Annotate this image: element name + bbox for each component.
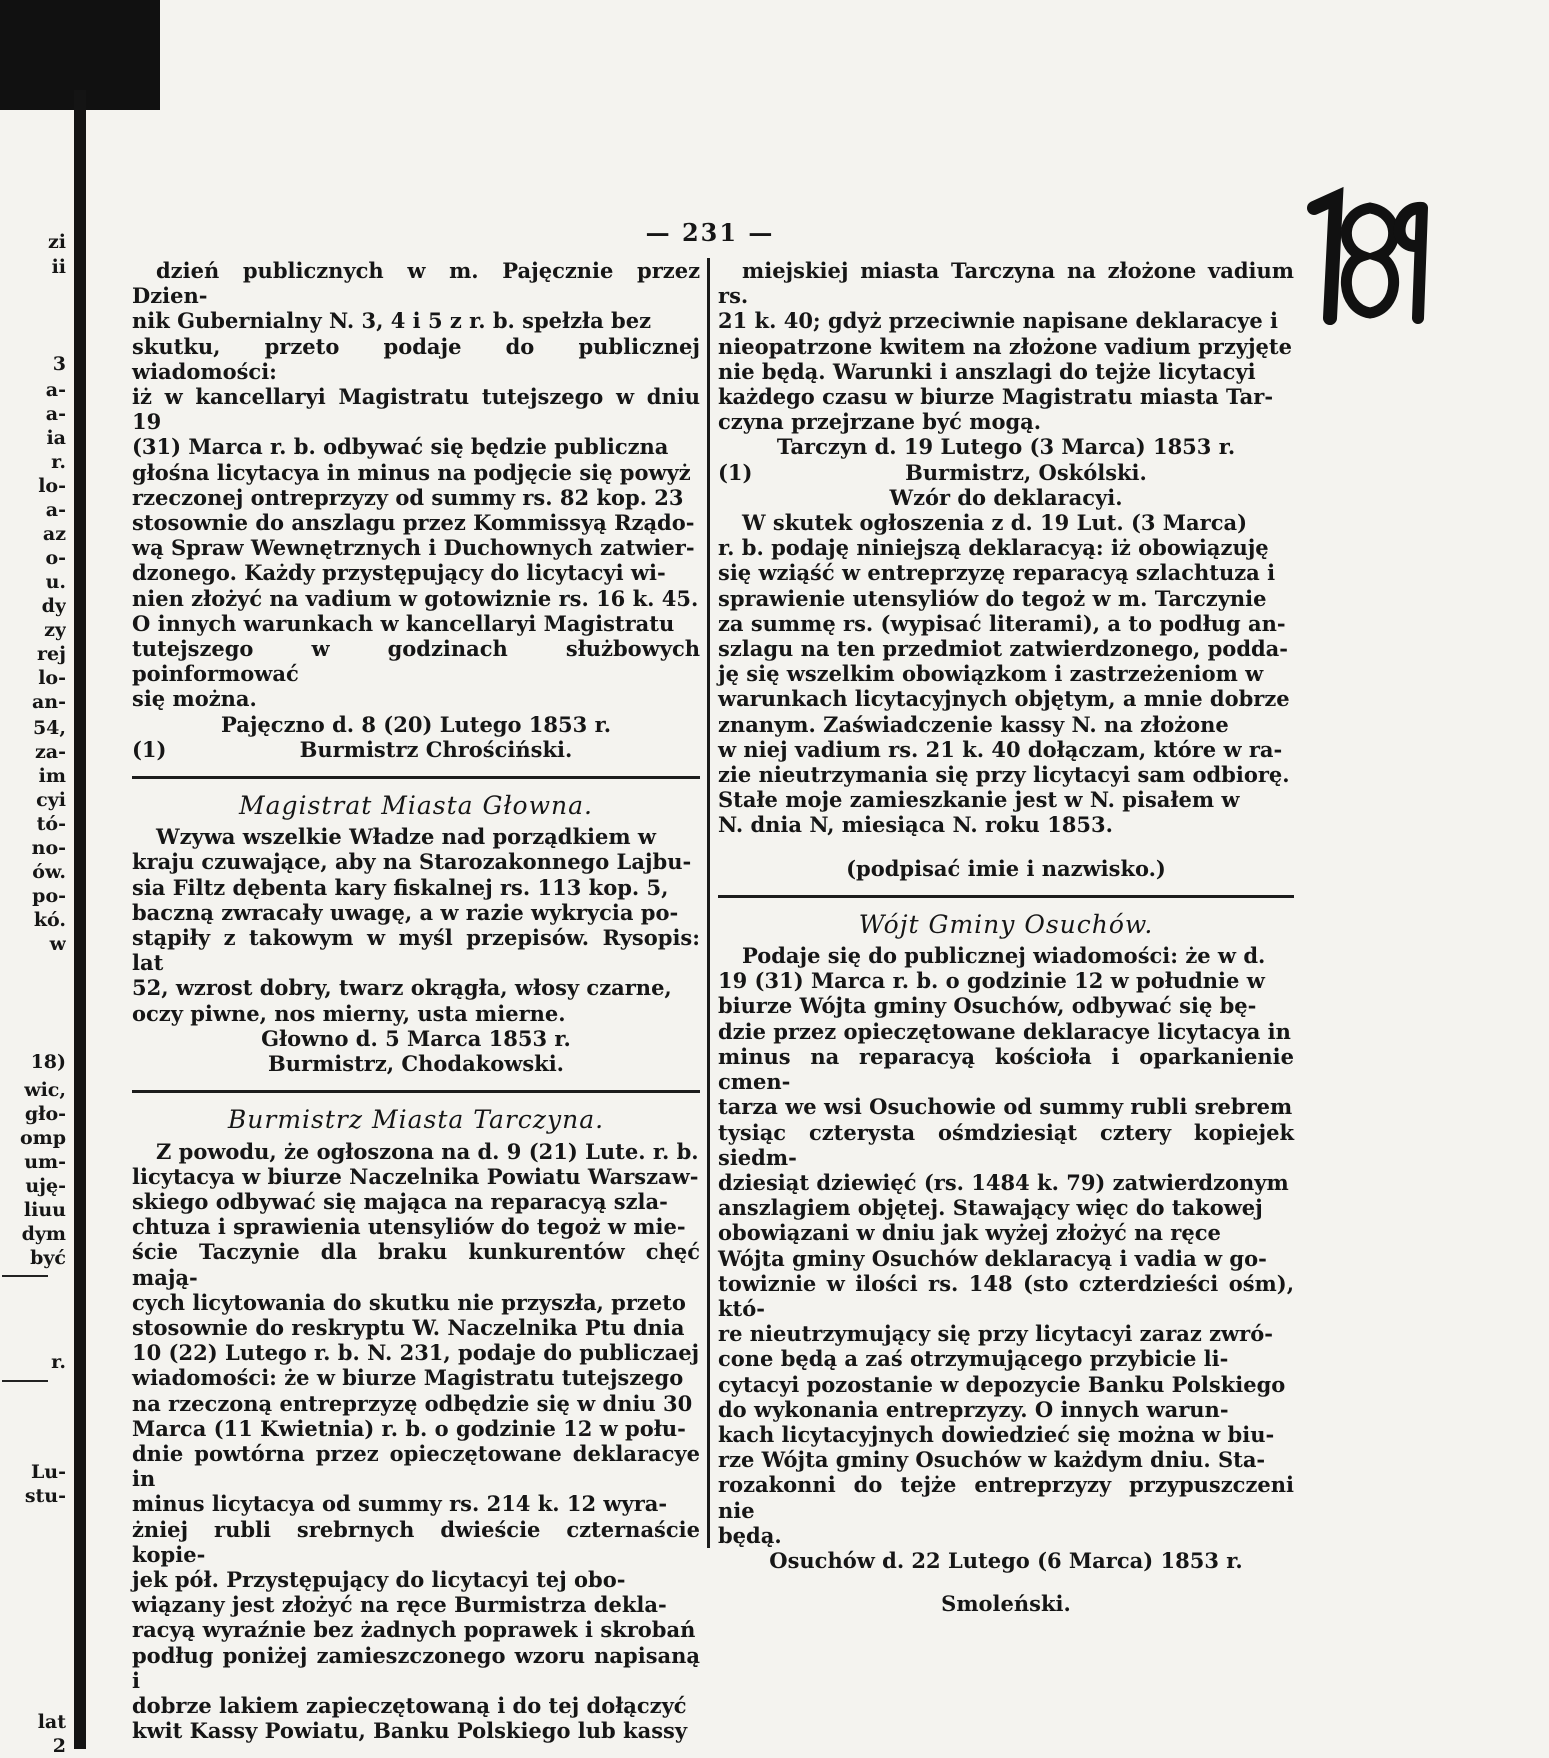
text-line: każdego czasu w biurze Magistratu miasta Tar- — [718, 384, 1274, 410]
text-line: rze Wójta gminy Osuchów w każdym dniu. Sta- — [718, 1447, 1266, 1473]
margin-fragment: dy — [41, 595, 66, 617]
text-line: ję się wszelkim obowiązkom i zastrzeżeniom w — [718, 661, 1264, 687]
text-line: stąpiły z takowym w myśl przepisów. Rysopis: lat — [132, 925, 700, 976]
text-line: dobrze lakiem zapieczętowaną i do tej dołączyć — [132, 1692, 687, 1718]
signature-line — [718, 460, 1294, 485]
text-line: stosownie do reskryptu W. Naczelnika Ptu dnia — [132, 1314, 685, 1340]
text-line: skutku, przeto podaje do publicznej wiadomości: — [132, 333, 700, 384]
text-line: minus licytacya od summy rs. 214 k. 12 wyra- — [132, 1491, 668, 1517]
text-line: 52, wzrost dobry, twarz okrągła, włosy czarne, — [132, 975, 672, 1001]
margin-fragment: ii — [51, 256, 66, 278]
notice-glowno — [132, 824, 700, 1026]
margin-fragment: r. — [51, 1351, 66, 1373]
signature: Burmistrz Chrościński. — [299, 736, 573, 762]
signature: Burmistrz, Oskólski. — [905, 459, 1147, 485]
section-rule — [718, 895, 1294, 898]
text-line: cych licytowania do skutku nie przyszła, przeto — [132, 1289, 686, 1315]
text-line: nien złożyć na vadium w gotowiznie rs. 16 k. 45. — [132, 585, 699, 611]
signature: Smoleński. — [941, 1591, 1071, 1617]
text-line: będą. — [718, 1522, 782, 1548]
text-line: licytacya w biurze Naczelnika Powiatu Warszaw- — [132, 1163, 699, 1189]
text-line: Wzywa wszelkie Władze nad porządkiem w — [156, 824, 656, 850]
margin-fragment: a- — [45, 499, 66, 521]
text-line: się można. — [132, 686, 257, 712]
text-line: szlagu na ten przedmiot zatwierdzonego, podda- — [718, 636, 1289, 662]
text-line: w niej vadium rs. 21 k. 40 dołączam, które w ra- — [718, 736, 1283, 762]
margin-fragment: stu- — [24, 1485, 66, 1507]
margin-fragment: a- — [45, 379, 66, 401]
form-title: Wzór do deklaracyi. — [889, 484, 1123, 510]
text-line: kraju czuwające, aby na Starozakonnego Lajbu- — [132, 849, 692, 875]
text-line: nie będą. Warunki i anszlagi do tejże licytacyi — [718, 358, 1256, 384]
text-line: zie nieutrzymania się przy licytacyi sam odbiorę. — [718, 762, 1290, 788]
text-line: Marca (11 Kwietnia) r. b. o godzinie 12 w połu- — [132, 1415, 686, 1441]
text-line: iż w kancellaryi Magistratu tutejszego w dniu 19 — [132, 384, 700, 435]
text-line: 19 (31) Marca r. b. o godzinie 12 w południe w — [718, 968, 1265, 994]
text-line: obowiązani w dniu jak wyżej złożyć na ręce — [718, 1220, 1221, 1246]
text-line: nieopatrzone kwitem na złożone vadium przyjęte — [718, 333, 1292, 359]
place-date: Osuchów d. 22 Lutego (6 Marca) 1853 r. — [769, 1547, 1243, 1573]
declaration-form — [718, 510, 1294, 838]
notice-tarczyn-continuation — [718, 258, 1294, 434]
text-line: Wójta gminy Osuchów deklaracyą i vadia w go- — [718, 1245, 1267, 1271]
text-line: O innych warunkach w kancellaryi Magistratu — [132, 610, 675, 636]
text-line: 10 (22) Lutego r. b. N. 231, podaje do publiczaej — [132, 1340, 700, 1366]
margin-fragment: u. — [45, 571, 66, 593]
margin-fragment: wic, — [24, 1079, 66, 1101]
margin-fragment: być — [30, 1247, 66, 1269]
form-closing: (podpisać imie i nazwisko.) — [846, 855, 1166, 881]
text-line: dnie powtórna przez opieczętowane deklaracye in — [132, 1440, 700, 1492]
text-line: kwit Kassy Powiatu, Banku Polskiego lub kassy — [132, 1718, 688, 1744]
text-line: dziesiąt dziewięć (rs. 1484 k. 79) zatwierdzonym — [718, 1169, 1289, 1195]
notice-pajeczno — [132, 258, 700, 712]
text-line: sprawienie utensyliów do tegoż w m. Tarczynie — [718, 585, 1267, 611]
margin-fragment: za- — [35, 741, 66, 763]
margin-fragment: zi — [47, 231, 66, 253]
text-line: dzie przez opieczętowane deklaracye licytacya in — [718, 1018, 1291, 1044]
text-line: do wykonania entreprzyzy. O innych warun- — [718, 1396, 1229, 1422]
margin-fragment: omp — [19, 1127, 66, 1149]
section-rule — [132, 776, 700, 779]
place-date: Pajęczno d. 8 (20) Lutego 1853 r. — [220, 711, 612, 737]
margin-fragment: o- — [45, 547, 66, 569]
text-line: rozakonni do tejże entreprzyzy przypuszczeni nie — [718, 1472, 1294, 1523]
margin-fragment: a- — [45, 403, 66, 425]
margin-rule — [2, 1380, 48, 1382]
margin-fragment: lo- — [38, 667, 66, 689]
place-date: Tarczyn d. 19 Lutego (3 Marca) 1853 r. — [776, 434, 1236, 460]
text-line: minus na reparacyą kościoła i oparkanienie cmen- — [718, 1043, 1294, 1095]
text-line: żniej rubli srebrnych dwieście czternaście kopie- — [132, 1516, 700, 1567]
text-line: czyna przejrzane być mogą. — [718, 409, 1042, 435]
text-line: warunkach licytacyjnych objętym, a mnie dobrze — [718, 686, 1290, 712]
text-line: racyą wyraźnie bez żadnych poprawek i skrobań — [132, 1617, 696, 1643]
margin-fragment: im — [38, 765, 66, 787]
margin-fragment: an- — [31, 691, 66, 713]
text-line: dzonego. Każdy przystępujący do licytacyi wi- — [132, 560, 666, 586]
notice-osuchow — [718, 943, 1294, 1548]
text-line: 21 k. 40; gdyż przeciwnie napisane deklaracye i — [718, 308, 1278, 334]
margin-rule — [2, 1275, 48, 1277]
place-date: Głowno d. 5 Marca 1853 r. — [261, 1025, 571, 1051]
margin-fragment: 18) — [30, 1051, 66, 1073]
text-line: Z powodu, że ogłoszona na d. 9 (21) Lute. r. b. — [156, 1138, 699, 1164]
text-line: W skutek ogłoszenia z d. 19 Lut. (3 Marca) — [742, 510, 1248, 536]
margin-fragment: cyi — [36, 789, 66, 811]
notice-heading: Magistrat Miasta Głowna. — [239, 791, 593, 821]
margin-fragment: 2 — [52, 1735, 66, 1757]
text-line: baczną zwracały uwagę, a w razie wykrycia po- — [132, 899, 679, 925]
text-line: biurze Wójta gminy Osuchów, odbywać się bę- — [718, 993, 1257, 1019]
text-line: nik Gubernialny N. 3, 4 i 5 z r. b. spełzła bez — [132, 308, 652, 334]
text-line: ście Taczynie dla braku kunkurentów chęć mają- — [132, 1239, 700, 1290]
text-line: znanym. Zaświadczenie kassy N. na złożone — [718, 711, 1229, 737]
text-line: stosownie do anszlagu przez Kommissyą Rządo- — [132, 510, 695, 536]
margin-fragment: um- — [24, 1151, 66, 1173]
text-line: cytacyi pozostanie w depozycie Banku Polskiego — [718, 1371, 1286, 1397]
text-line: r. b. podaję niniejszą deklaracyą: iż obowiązuję — [718, 535, 1269, 561]
text-line: skiego odbywać się mająca na reparacyą szla- — [132, 1188, 668, 1214]
margin-fragment: 3 — [52, 353, 66, 375]
notice-heading: Wójt Gminy Osuchów. — [858, 909, 1154, 939]
column-divider — [707, 258, 710, 1548]
text-line: re nieutrzymujący się przy licytacyi zaraz zwró- — [718, 1321, 1273, 1347]
left-margin-fragments — [0, 230, 68, 1757]
text-line: tysiąc czterysta ośmdziesiąt cztery kopiejek siedm- — [718, 1119, 1294, 1170]
insertion-mark: (1) — [132, 736, 167, 762]
text-line: chtuza i sprawienia utensyliów do tegoż w mie- — [132, 1214, 686, 1240]
text-line: Podaje się do publicznej wiadomości: że w d. — [742, 943, 1266, 969]
text-line: (31) Marca r. b. odbywać się będzie publiczna — [132, 434, 669, 460]
margin-fragment: kó. — [33, 909, 66, 931]
margin-fragment: liuu — [23, 1199, 66, 1221]
text-line: anszlagiem objętej. Stawający więc do takowej — [718, 1195, 1263, 1221]
margin-fragment: gło- — [24, 1103, 66, 1125]
text-line: N. dnia N, miesiąca N. roku 1853. — [718, 812, 1113, 838]
text-line: się wziąść w entreprzyzę reparacyą szlachtuza i — [718, 560, 1276, 586]
notice-tarczyn — [132, 1139, 700, 1744]
text-line: za summę rs. (wypisać literami), a to podług an- — [718, 610, 1286, 636]
margin-fragment: 54, — [32, 717, 66, 739]
margin-fragment: ia — [46, 427, 66, 449]
binding-rule — [74, 90, 86, 1749]
text-line: miejskiej miasta Tarczyna na złożone vadium rs. — [718, 258, 1294, 309]
margin-fragment: lo- — [38, 475, 66, 497]
margin-fragment: r. — [51, 451, 66, 473]
text-line: Stałe moje zamieszkanie jest w N. pisałem w — [718, 787, 1240, 813]
spacer — [718, 1573, 1294, 1591]
handwritten-number — [1300, 168, 1430, 328]
signature-line — [132, 737, 700, 762]
spacer — [718, 838, 1294, 856]
text-line: głośna licytacya in minus na podjęcie się powyż — [132, 459, 691, 485]
margin-fragment: uję- — [25, 1175, 66, 1197]
text-line: oczy piwne, nos mierny, usta mierne. — [132, 1000, 566, 1026]
page-number: — 231 — — [645, 218, 775, 247]
text-line: jek pół. Przystępujący do licytacyi tej obo- — [132, 1566, 626, 1592]
text-line: wiązany jest złożyć na ręce Burmistrza dekla- — [132, 1592, 667, 1618]
margin-fragment: Lu- — [30, 1461, 66, 1483]
margin-fragment: rej — [37, 643, 66, 665]
text-line: towiznie w ilości rs. 148 (sto czterdzieści ośm), któ- — [718, 1270, 1294, 1321]
text-line: dzień publicznych w m. Pajęcznie przez Dzien- — [132, 258, 700, 309]
text-line: kach licytacyjnych dowiedzieć się można w biu- — [718, 1421, 1275, 1447]
margin-fragment: tó- — [36, 813, 66, 835]
text-line: tarza we wsi Osuchowie od summy rubli srebrem — [718, 1094, 1293, 1120]
margin-fragment: zy — [44, 619, 66, 641]
text-line: wiadomości: że w biurze Magistratu tutejszego — [132, 1365, 684, 1391]
text-line: wą Spraw Wewnętrznych i Duchownych zatwier- — [132, 535, 695, 561]
margin-fragment: ów. — [32, 861, 66, 883]
signature: Burmistrz, Chodakowski. — [268, 1051, 564, 1077]
left-column — [132, 258, 700, 1743]
text-line: cone będą a zaś otrzymującego przybicie li- — [718, 1346, 1229, 1372]
margin-fragment: lat — [37, 1711, 66, 1733]
margin-fragment: az — [42, 523, 66, 545]
section-rule — [132, 1090, 700, 1093]
right-column — [718, 258, 1294, 1616]
margin-fragment: dym — [21, 1223, 66, 1245]
margin-fragment: po- — [32, 885, 66, 907]
text-line: tutejszego w godzinach służbowych poinformować — [132, 636, 700, 687]
margin-fragment: w — [49, 933, 66, 955]
text-line: rzeczonej ontreprzyzy od summy rs. 82 kop. 23 — [132, 484, 684, 510]
text-line: podług poniżej zamieszczonego wzoru napisaną i — [132, 1642, 700, 1693]
insertion-mark: (1) — [718, 459, 753, 485]
text-line: sia Filtz dębenta kary fiskalnej rs. 113 kop. 5, — [132, 874, 669, 900]
handwritten-number-glyph — [1300, 168, 1430, 328]
text-line: na rzeczoną entreprzyzę odbędzie się w dniu 30 — [132, 1390, 693, 1416]
margin-fragment: no- — [31, 837, 66, 859]
notice-heading: Burmistrz Miasta Tarczyna. — [227, 1105, 605, 1135]
